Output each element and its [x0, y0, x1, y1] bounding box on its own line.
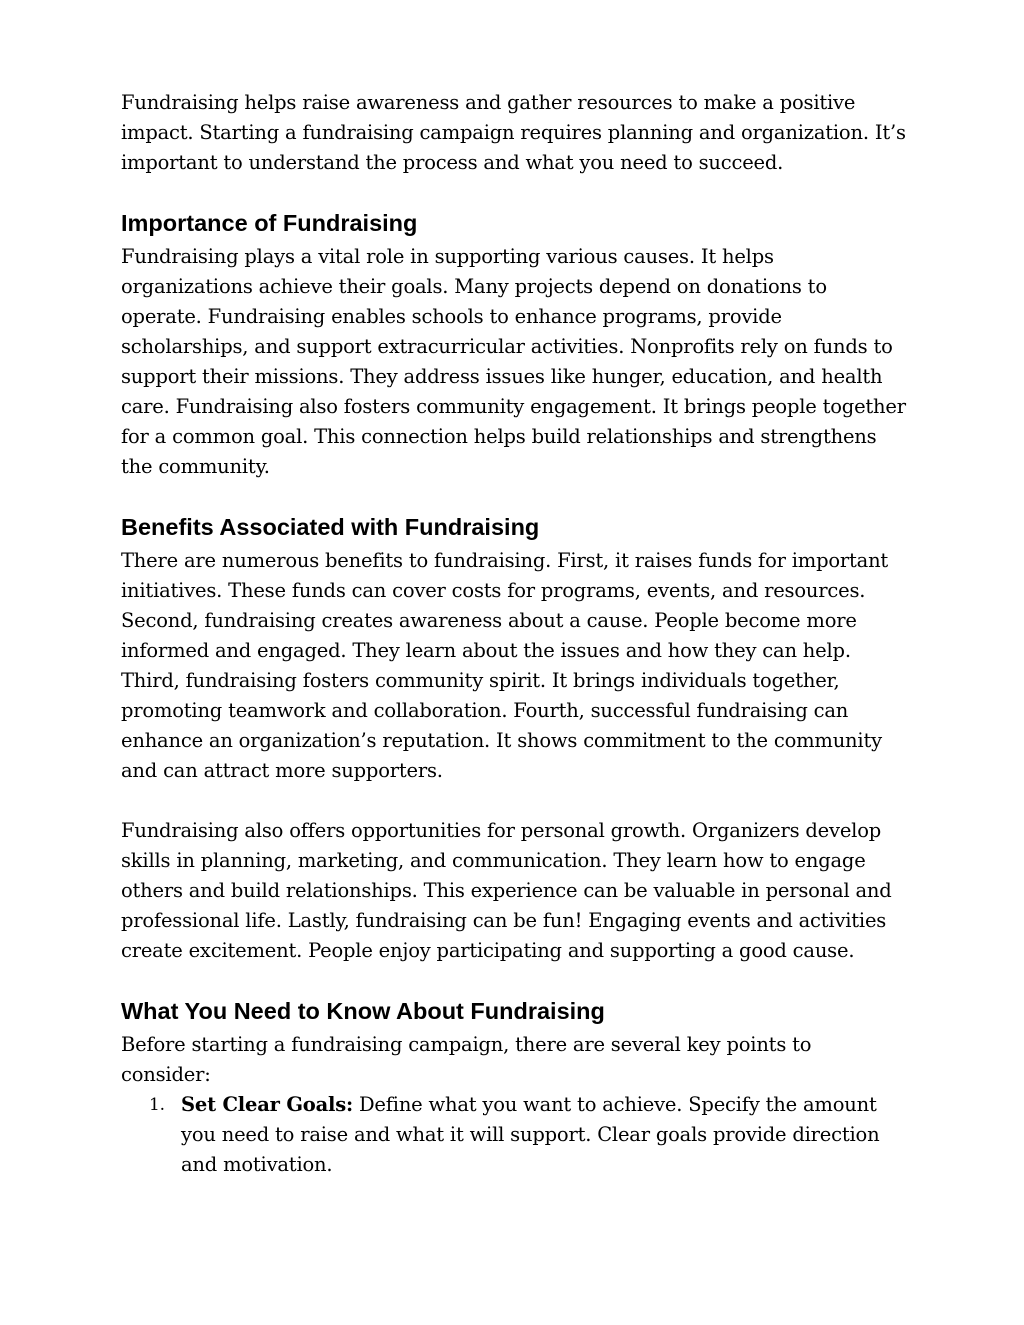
list-item — [121, 1090, 906, 1180]
section-heading: Benefits Associated with Fundraising — [121, 514, 540, 540]
section-benefits — [121, 512, 906, 966]
list-item-text: Define what you want to achieve. Specify the amount you need to raise and what it will support. Clear goals provide direction and motivation. — [181, 1093, 880, 1176]
paragraph-gap — [121, 786, 906, 816]
section-paragraph: Before starting a fundraising campaign, there are several key points to consider: — [121, 1033, 812, 1086]
key-points-list — [121, 1090, 906, 1180]
list-item-term: Set Clear Goals: — [181, 1093, 353, 1116]
section-paragraph: Fundraising also offers opportunities for personal growth. Organizers develop skills in planning, marketing, and communication. They learn how to engage others and build relationships. This experience can be valuable in personal and professional life. Lastly, fundraising can be fun! Engaging events and activities create excitement. People enjoy participating and supporting a good cause. — [121, 819, 892, 962]
document-page — [121, 88, 906, 1210]
intro-paragraph: Fundraising helps raise awareness and gather resources to make a positive impact. Starting a fundraising campaign requires planning and organization. It’s important to understand the process and what you need to succeed. — [121, 91, 906, 174]
section-paragraph: There are numerous benefits to fundraising. First, it raises funds for important initiatives. These funds can cover costs for programs, events, and resources. Second, fundraising creates awareness about a cause. People become more informed and engaged. They learn about the issues and how they can help. Third, fundraising fosters community spirit. It brings individuals together, promoting teamwork and collaboration. Fourth, successful fundraising can enhance an organization’s reputation. It shows commitment to the community and can attract more supporters. — [121, 549, 889, 782]
section-heading: What You Need to Know About Fundraising — [121, 998, 605, 1024]
section-what-to-know — [121, 996, 906, 1180]
section-heading: Importance of Fundraising — [121, 210, 418, 236]
section-paragraph: Fundraising plays a vital role in supporting various causes. It helps organizations achieve their goals. Many projects depend on donations to operate. Fundraising enables schools to enhance programs, provide scholarships, and support extracurricular activities. Nonprofits rely on funds to support their missions. They address issues like hunger, education, and health care. Fundraising also fosters community engagement. It brings people together for a common goal. This connection helps build relationships and strengthens the community. — [121, 245, 906, 478]
list-item-number: 1. — [149, 1095, 165, 1115]
section-importance — [121, 208, 906, 482]
